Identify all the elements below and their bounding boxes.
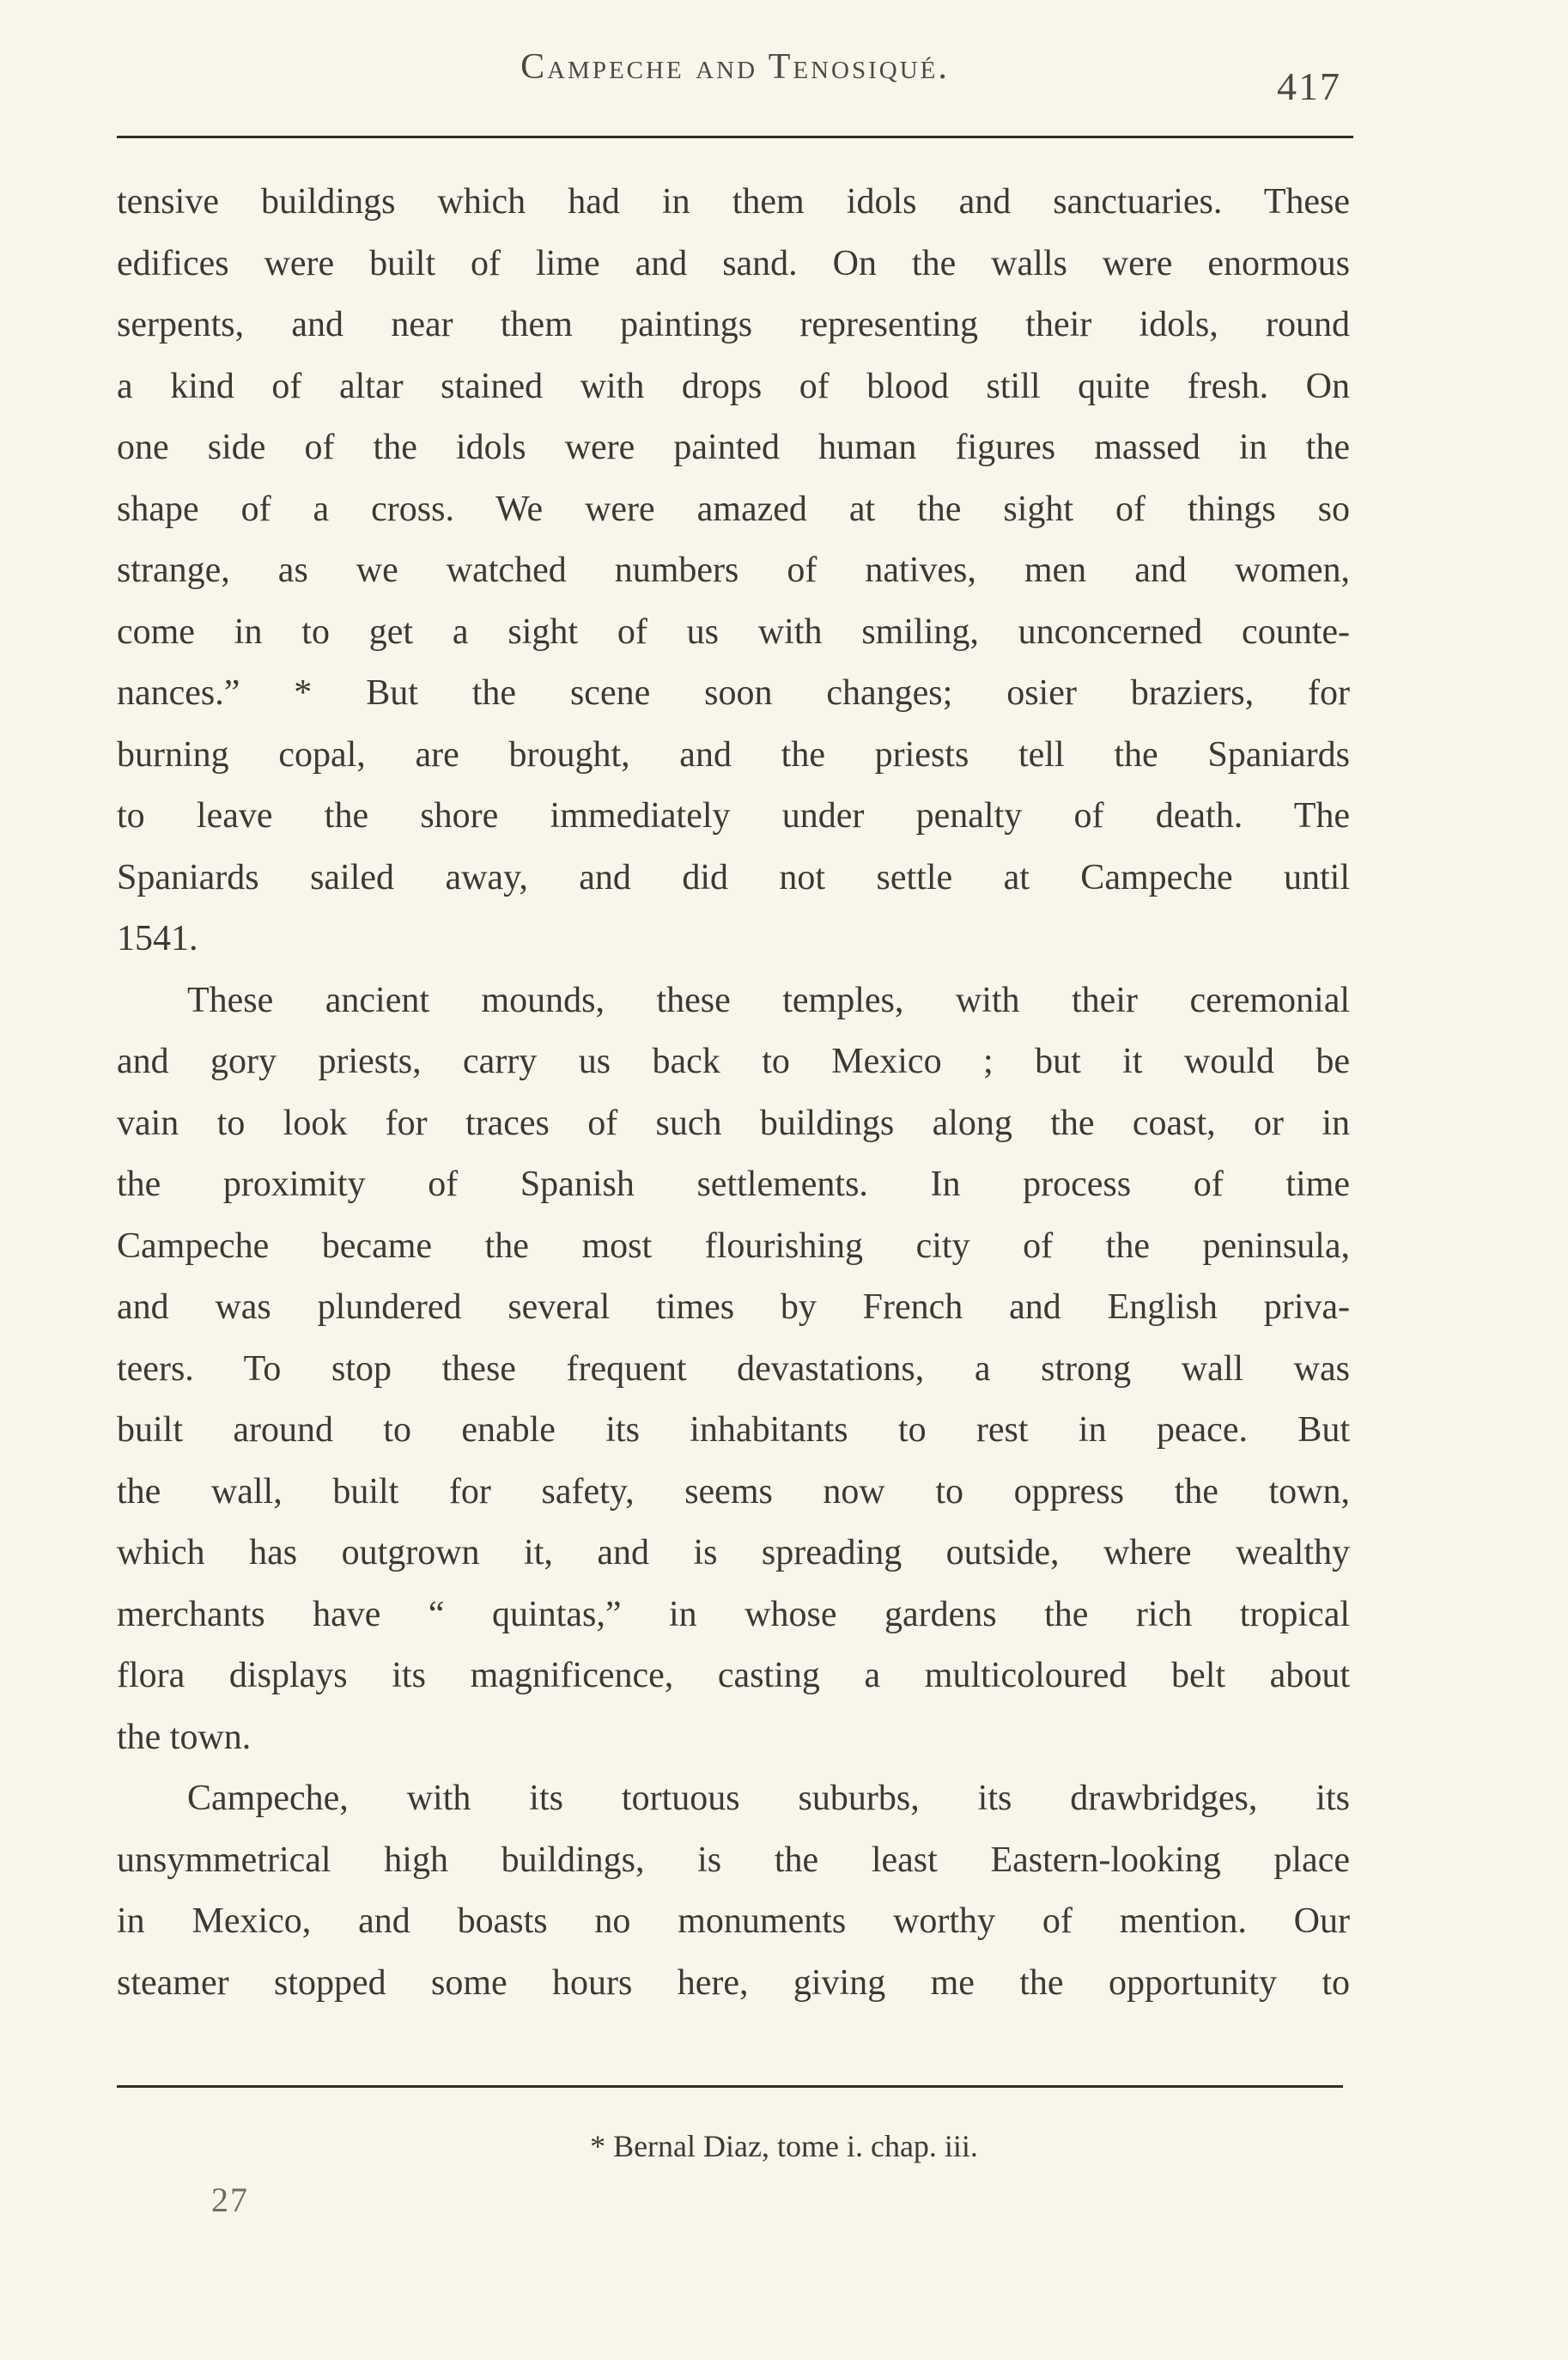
text-line: tensive buildings which had in them idols and sanctuaries. These — [117, 182, 1350, 222]
text-line: steamer stopped some hours here, giving me the opportunity to — [117, 1962, 1350, 2003]
footnote: * Bernal Diaz, tome i. chap. iii. — [590, 2129, 978, 2163]
text-line: built around to enable its inhabitants to rest in peace. But — [117, 1410, 1350, 1450]
page-header — [117, 41, 1353, 119]
text-line: Campeche became the most flourishing city of the peninsula, — [117, 1226, 1350, 1266]
text-line: strange, as we watched numbers of natives, men and women, — [117, 550, 1350, 590]
text-line: one side of the idols were painted human figures massed in the — [117, 428, 1350, 467]
footnote-rule — [117, 2085, 1343, 2088]
text-line: 1541. — [117, 919, 198, 958]
body-text — [117, 172, 1350, 2014]
text-line: vain to look for traces of such buildings along the coast, or in — [117, 1103, 1350, 1143]
text-line: These ancient mounds, these temples, with their ceremonial — [187, 980, 1350, 1020]
text-line: a kind of altar stained with drops of blood still quite fresh. On — [117, 366, 1350, 406]
text-line: teers. To stop these frequent devastations, a strong wall was — [117, 1348, 1350, 1389]
text-line: shape of a cross. We were amazed at the sight of things so — [117, 489, 1350, 529]
text-line: Spaniards sailed away, and did not settle at Campeche until — [117, 857, 1350, 897]
text-line: the wall, built for safety, seems now to oppress the town, — [117, 1471, 1350, 1511]
text-line: and was plundered several times by French and English priva- — [117, 1287, 1350, 1327]
text-line: in Mexico, and boasts no monuments worthy of mention. Our — [117, 1901, 1350, 1941]
text-line: and gory priests, carry us back to Mexico ; but it would be — [117, 1042, 1350, 1081]
text-line: to leave the shore immediately under penalty of death. The — [117, 796, 1350, 836]
page-number: 417 — [1277, 64, 1341, 108]
text-line: the town. — [117, 1717, 252, 1757]
text-line: which has outgrown it, and is spreading outside, where wealthy — [117, 1533, 1350, 1572]
text-line: Campeche, with its tortuous suburbs, its drawbridges, its — [187, 1779, 1350, 1818]
text-line: nances.” * But the scene soon changes; osier braziers, for — [117, 673, 1350, 713]
text-line: come in to get a sight of us with smiling, unconcerned counte- — [117, 611, 1350, 652]
text-line: serpents, and near them paintings representing their idols, round — [117, 305, 1350, 344]
signature-mark: 27 — [211, 2181, 249, 2219]
text-line: the proximity of Spanish settlements. In process of time — [117, 1165, 1350, 1204]
header-rule — [117, 136, 1353, 138]
text-line: merchants have “ quintas,” in whose gardens the rich tropical — [117, 1594, 1350, 1634]
text-line: unsymmetrical high buildings, is the least Eastern-looking place — [117, 1840, 1350, 1880]
running-title: Campeche and Tenosiqué. — [520, 47, 950, 87]
text-line: edifices were built of lime and sand. On the walls were enormous — [117, 243, 1350, 283]
text-line: burning copal, are brought, and the priests tell the Spaniards — [117, 734, 1350, 775]
text-line: flora displays its magnificence, casting a multicoloured belt about — [117, 1656, 1350, 1695]
